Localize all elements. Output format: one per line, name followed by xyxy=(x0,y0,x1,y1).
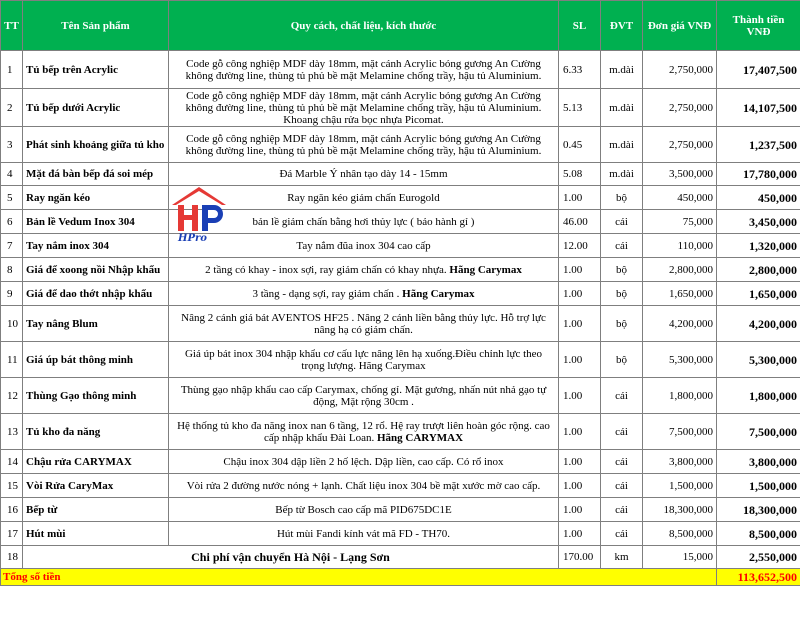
row-price: 1,500,000 xyxy=(643,474,717,498)
row-price: 8,500,000 xyxy=(643,522,717,546)
row-unit: bộ xyxy=(601,186,643,210)
row-spec-text: Code gỗ công nghiệp MDF dày 18mm, mặt cánh Acrylic bóng gương An Cường không đường line, thùng tủ phủ bề mặt Melamine chống trầy, hậu tủ Aluminium. Khoang chậu rửa bọc nhựa Picomat. xyxy=(185,89,542,126)
row-spec-text: bản lề giảm chấn bằng hơi thủy lực ( bảo hành gỉ ) xyxy=(252,215,475,228)
row-price: 2,750,000 xyxy=(643,127,717,163)
row-name: Giá để xoong nồi Nhập khẩu xyxy=(23,258,169,282)
row-qty: 0.45 xyxy=(559,127,601,163)
row-total: 5,300,000 xyxy=(717,342,800,378)
shipping-total: 2,550,000 xyxy=(717,546,800,569)
table-row xyxy=(1,127,800,163)
row-qty: 5.13 xyxy=(559,89,601,127)
row-spec-text: Bếp từ Bosch cao cấp mã PID675DC1E xyxy=(275,503,452,516)
header-unit: ĐVT xyxy=(601,1,643,51)
header-price: Đơn giá VNĐ xyxy=(643,1,717,51)
row-total: 1,800,000 xyxy=(717,378,800,414)
row-qty: 1.00 xyxy=(559,450,601,474)
row-tt: 4 xyxy=(1,163,23,186)
row-price: 3,800,000 xyxy=(643,450,717,474)
row-spec-text: Chậu inox 304 dập liền 2 hố lệch. Dập liền, cao cấp. Có rổ inox xyxy=(223,455,504,468)
row-qty: 1.00 xyxy=(559,186,601,210)
row-spec-text: Hệ thống tủ kho đa năng inox nan 6 tầng, 12 rổ. Hệ ray trượt liên hoàn góc rộng. cao cấp nhập khẩu Đài Loan. xyxy=(177,419,550,444)
row-spec-text: 2 tầng có khay - inox sợi, ray giảm chấn có khay nhựa. xyxy=(205,263,447,276)
row-spec xyxy=(169,498,559,522)
row-spec-text: Vòi rửa 2 đường nước nóng + lạnh. Chất liệu inox 304 bề mặt xước mờ cao cấp. xyxy=(186,479,541,492)
table-row xyxy=(1,378,800,414)
row-price: 3,500,000 xyxy=(643,163,717,186)
row-tt: 7 xyxy=(1,234,23,258)
row-spec xyxy=(169,378,559,414)
header-total: Thành tiền VNĐ xyxy=(717,1,800,51)
table-row xyxy=(1,89,800,127)
row-unit: m.dài xyxy=(601,51,643,89)
row-tt: 1 xyxy=(1,51,23,89)
row-total: 1,237,500 xyxy=(717,127,800,163)
table-row xyxy=(1,450,800,474)
grand-total-row xyxy=(1,569,800,586)
shipping-price: 15,000 xyxy=(643,546,717,569)
row-tt: 14 xyxy=(1,450,23,474)
row-name: Tủ bếp dưới Acrylic xyxy=(23,89,169,127)
row-tt: 8 xyxy=(1,258,23,282)
row-total: 2,800,000 xyxy=(717,258,800,282)
table-row xyxy=(1,522,800,546)
row-total: 4,200,000 xyxy=(717,306,800,342)
row-name: Phát sinh khoảng giữa tủ kho xyxy=(23,127,169,163)
row-unit: bộ xyxy=(601,282,643,306)
row-name: Tủ kho đa năng xyxy=(23,414,169,450)
table-row xyxy=(1,342,800,378)
row-total: 3,450,000 xyxy=(717,210,800,234)
row-price: 2,800,000 xyxy=(643,258,717,282)
row-price: 2,750,000 xyxy=(643,51,717,89)
row-tt: 9 xyxy=(1,282,23,306)
row-spec-brand: Hãng Carymax xyxy=(399,287,475,300)
header-qty: SL xyxy=(559,1,601,51)
row-spec-text: Nâng 2 cánh giá bát AVENTOS HF25 . Nâng 2 cánh liền bằng thủy lực. Hỗ trợ lực nâng hạ có giảm chấn. xyxy=(181,311,546,336)
row-unit: m.dài xyxy=(601,89,643,127)
row-qty: 1.00 xyxy=(559,378,601,414)
table-row xyxy=(1,282,800,306)
row-spec-text: Tay nắm đũa inox 304 cao cấp xyxy=(296,239,431,252)
row-unit: bộ xyxy=(601,342,643,378)
row-spec-text: Hút mùi Fandi kính vát mã FD - TH70. xyxy=(276,527,451,540)
row-qty: 6.33 xyxy=(559,51,601,89)
row-qty: 5.08 xyxy=(559,163,601,186)
shipping-tt: 18 xyxy=(1,546,23,569)
table-row xyxy=(1,210,800,234)
row-spec-text: Code gỗ công nghiệp MDF dày 18mm, mặt cánh Acrylic bóng gương An Cường không đường line, thùng tủ phủ bề mặt Melamine chống trầy, hậu tủ Aluminium. xyxy=(185,132,542,157)
row-spec xyxy=(169,258,559,282)
row-total: 450,000 xyxy=(717,186,800,210)
row-total: 1,500,000 xyxy=(717,474,800,498)
row-spec xyxy=(169,306,559,342)
table-row xyxy=(1,186,800,210)
table-row xyxy=(1,234,800,258)
row-name: Vòi Rửa CaryMax xyxy=(23,474,169,498)
row-unit: cái xyxy=(601,234,643,258)
table-row xyxy=(1,498,800,522)
row-qty: 1.00 xyxy=(559,306,601,342)
table-row xyxy=(1,258,800,282)
row-tt: 13 xyxy=(1,414,23,450)
row-tt: 10 xyxy=(1,306,23,342)
row-total: 17,780,000 xyxy=(717,163,800,186)
row-unit: cái xyxy=(601,474,643,498)
header-row xyxy=(1,1,800,51)
row-price: 450,000 xyxy=(643,186,717,210)
table-row xyxy=(1,163,800,186)
table-row xyxy=(1,414,800,450)
row-qty: 1.00 xyxy=(559,258,601,282)
row-name: Thùng Gạo thông minh xyxy=(23,378,169,414)
table-row xyxy=(1,474,800,498)
header-name: Tên Sản phẩm xyxy=(23,1,169,51)
row-tt: 5 xyxy=(1,186,23,210)
grand-total-label: Tổng số tiền xyxy=(1,569,717,586)
row-price: 5,300,000 xyxy=(643,342,717,378)
row-total: 8,500,000 xyxy=(717,522,800,546)
row-name: Tay nắm inox 304 xyxy=(23,234,169,258)
row-name: Chậu rửa CARYMAX xyxy=(23,450,169,474)
row-name: Hút mùi xyxy=(23,522,169,546)
row-unit: cái xyxy=(601,378,643,414)
row-qty: 1.00 xyxy=(559,498,601,522)
row-spec-text: 3 tầng - dạng sợi, ray giảm chấn . xyxy=(252,287,400,300)
row-total: 14,107,500 xyxy=(717,89,800,127)
row-spec xyxy=(169,342,559,378)
row-spec xyxy=(169,89,559,127)
row-unit: cái xyxy=(601,498,643,522)
row-spec xyxy=(169,282,559,306)
row-total: 7,500,000 xyxy=(717,414,800,450)
row-name: Tủ bếp trên Acrylic xyxy=(23,51,169,89)
row-spec xyxy=(169,522,559,546)
row-unit: m.dài xyxy=(601,163,643,186)
row-spec xyxy=(169,450,559,474)
row-unit: cái xyxy=(601,522,643,546)
row-spec xyxy=(169,414,559,450)
row-tt: 3 xyxy=(1,127,23,163)
row-spec xyxy=(169,127,559,163)
row-spec-brand: Hãng CARYMAX xyxy=(374,431,464,444)
row-spec-brand: Hãng Carymax xyxy=(446,263,522,276)
shipping-unit: km xyxy=(601,546,643,569)
row-name: Giá để dao thớt nhập khẩu xyxy=(23,282,169,306)
row-spec-text: Ray ngăn kéo giảm chấn Eurogold xyxy=(287,191,440,204)
row-total: 18,300,000 xyxy=(717,498,800,522)
row-unit: cái xyxy=(601,210,643,234)
row-spec xyxy=(169,51,559,89)
row-total: 1,320,000 xyxy=(717,234,800,258)
row-tt: 16 xyxy=(1,498,23,522)
grand-total-value: 113,652,500 xyxy=(717,569,800,586)
header-tt: TT xyxy=(1,1,23,51)
row-name: Tay nâng Blum xyxy=(23,306,169,342)
row-qty: 46.00 xyxy=(559,210,601,234)
row-spec-text: Code gỗ công nghiệp MDF dày 18mm, mặt cánh Acrylic bóng gương An Cường không đường line, thùng tủ phủ bề mặt Melamine chống trầy, hậu tủ Aluminium. xyxy=(185,57,542,82)
row-tt: 6 xyxy=(1,210,23,234)
row-price: 75,000 xyxy=(643,210,717,234)
row-qty: 1.00 xyxy=(559,474,601,498)
shipping-qty: 170.00 xyxy=(559,546,601,569)
row-spec-text: Thùng gạo nhập khẩu cao cấp Carymax, chống gỉ. Mặt gương, nhấn nút nhả gạo tự động, Mặt rộng 30cm . xyxy=(180,383,547,408)
row-tt: 11 xyxy=(1,342,23,378)
row-spec-text: Đá Marble Ý nhân tạo dày 14 - 15mm xyxy=(279,168,448,180)
row-spec xyxy=(169,474,559,498)
logo-text: HPro xyxy=(178,233,207,244)
row-unit: m.dài xyxy=(601,127,643,163)
row-price: 18,300,000 xyxy=(643,498,717,522)
shipping-row xyxy=(1,546,800,569)
row-qty: 1.00 xyxy=(559,414,601,450)
row-tt: 12 xyxy=(1,378,23,414)
table-row xyxy=(1,51,800,89)
row-price: 7,500,000 xyxy=(643,414,717,450)
row-name: Giá úp bát thông minh xyxy=(23,342,169,378)
row-tt: 17 xyxy=(1,522,23,546)
shipping-label: Chi phí vận chuyển Hà Nội - Lạng Sơn xyxy=(23,546,559,569)
row-qty: 1.00 xyxy=(559,522,601,546)
row-tt: 2 xyxy=(1,89,23,127)
row-spec-text: Giá úp bát inox 304 nhập khẩu cơ cấu lực nâng lên hạ xuống.Điều chỉnh lực theo trọng lượng. Hãng Carymax xyxy=(184,347,543,372)
header-spec: Quy cách, chất liệu, kích thước xyxy=(169,1,559,51)
row-qty: 1.00 xyxy=(559,342,601,378)
row-price: 2,750,000 xyxy=(643,89,717,127)
row-price: 110,000 xyxy=(643,234,717,258)
row-price: 1,800,000 xyxy=(643,378,717,414)
table-body xyxy=(1,51,800,546)
row-total: 17,407,500 xyxy=(717,51,800,89)
row-qty: 1.00 xyxy=(559,282,601,306)
row-total: 3,800,000 xyxy=(717,450,800,474)
row-unit: bộ xyxy=(601,306,643,342)
row-qty: 12.00 xyxy=(559,234,601,258)
row-price: 4,200,000 xyxy=(643,306,717,342)
row-name: Bếp từ xyxy=(23,498,169,522)
row-total: 1,650,000 xyxy=(717,282,800,306)
row-unit: bộ xyxy=(601,258,643,282)
row-name: Ray ngăn kéo xyxy=(23,186,169,210)
table-row xyxy=(1,306,800,342)
row-unit: cái xyxy=(601,450,643,474)
row-unit: cái xyxy=(601,414,643,450)
row-tt: 15 xyxy=(1,474,23,498)
row-name: Bản lề Vedum Inox 304 xyxy=(23,210,169,234)
row-price: 1,650,000 xyxy=(643,282,717,306)
row-name: Mặt đá bàn bếp đá soi mép xyxy=(23,163,169,186)
